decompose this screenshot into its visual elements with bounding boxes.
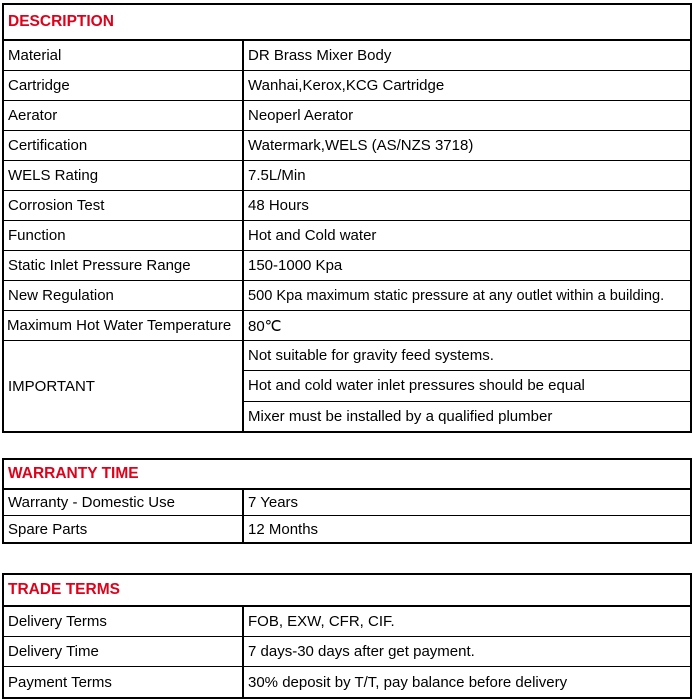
important-note: Not suitable for gravity feed systems. [244,341,690,371]
row-label: Spare Parts [4,516,244,542]
row-value: 150-1000 Kpa [248,257,343,274]
row-label: New Regulation [4,281,244,310]
trade-terms-title: TRADE TERMS [4,575,690,607]
row-value: Hot and Cold water [248,227,377,244]
description-title: DESCRIPTION [4,5,690,41]
row-label: WELS Rating [4,161,244,190]
row-label: Maximum Hot Water Temperature [4,311,244,340]
row-value: 48 Hours [248,197,309,214]
table-row [4,281,690,311]
warranty-title: WARRANTY TIME [4,460,690,490]
table-row [4,221,690,251]
row-label: Corrosion Test [4,191,244,220]
row-value: Wanhai,Kerox,KCG Cartridge [248,77,445,94]
table-row [4,101,690,131]
row-label: Delivery Time [4,637,244,666]
table-row [4,667,690,697]
row-label: Function [4,221,244,250]
table-row [4,251,690,281]
description-table [2,3,692,433]
row-value: 7.5L/Min [248,167,306,184]
row-label: Payment Terms [4,667,244,697]
table-row [4,161,690,191]
row-value: 80℃ [248,317,282,335]
warranty-table [2,458,692,544]
table-row [4,311,690,341]
important-row [4,341,690,431]
row-value: FOB, EXW, CFR, CIF. [248,613,395,630]
row-value: 7 days-30 days after get payment. [248,643,475,660]
row-label: Aerator [4,101,244,130]
row-value: Neoperl Aerator [248,107,354,124]
table-row [4,607,690,637]
row-label: Material [4,41,244,70]
table-row [4,637,690,667]
important-note: Hot and cold water inlet pressures should be equal [244,371,690,401]
row-value: 30% deposit by T/T, pay balance before delivery [248,673,568,691]
row-value: 12 Months [248,520,319,538]
important-label: IMPORTANT [4,341,244,431]
row-value: 500 Kpa maximum static pressure at any outlet within a building. [248,287,665,304]
important-note: Mixer must be installed by a qualified plumber [248,407,553,425]
trade-terms-table [2,573,692,699]
important-values [244,341,690,431]
table-row [4,516,690,542]
row-label: Certification [4,131,244,160]
table-row [4,490,690,516]
row-value: DR Brass Mixer Body [248,47,392,64]
row-label: Delivery Terms [4,607,244,636]
table-row [4,191,690,221]
row-label: Cartridge [4,71,244,100]
row-value: 7 Years [248,494,299,511]
row-label: Warranty - Domestic Use [4,490,244,515]
row-label: Static Inlet Pressure Range [4,251,244,280]
row-value: Watermark,WELS (AS/NZS 3718) [248,137,474,154]
table-row [4,131,690,161]
table-row [4,71,690,101]
table-row [4,41,690,71]
